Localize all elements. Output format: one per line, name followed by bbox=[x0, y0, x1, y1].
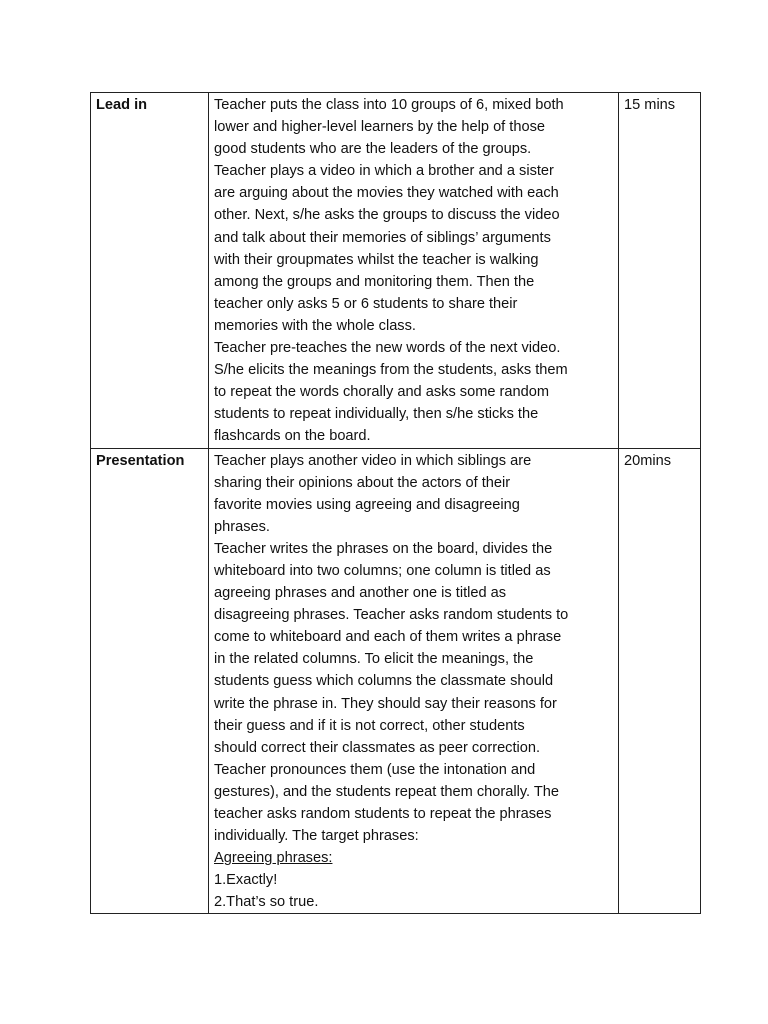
procedure-line: disagreeing phrases. Teacher asks random students to bbox=[214, 607, 569, 624]
procedure-line: agreeing phrases and another one is titled as bbox=[214, 585, 507, 602]
procedure-line: whiteboard into two columns; one column is titled as bbox=[214, 562, 551, 579]
procedure-line: individually. The target phrases: bbox=[214, 828, 419, 845]
procedure-line: memories with the whole class. bbox=[214, 317, 416, 334]
lesson-plan-table bbox=[90, 92, 701, 914]
procedure-line: other. Next, s/he asks the groups to discuss the video bbox=[214, 207, 560, 224]
procedure-line: Teacher plays another video in which siblings are bbox=[214, 452, 532, 469]
procedure-line: S/he elicits the meanings from the students, asks them bbox=[214, 362, 568, 379]
procedure-line: to repeat the words chorally and asks some random bbox=[214, 384, 550, 401]
procedure-line: teacher asks random students to repeat the phrases bbox=[214, 806, 552, 822]
procedure-line: favorite movies using agreeing and disagreeing bbox=[214, 496, 520, 513]
procedure-line: Teacher plays a video in which a brother and a sister bbox=[214, 163, 554, 180]
phrase-item: 1.Exactly! bbox=[214, 872, 278, 889]
procedure-line: sharing their opinions about the actors of their bbox=[214, 474, 511, 491]
procedure-line: Teacher pre-teaches the new words of the next video. bbox=[214, 340, 561, 357]
procedure-cell bbox=[209, 448, 619, 914]
procedure-line: gestures), and the students repeat them chorally. The bbox=[214, 783, 560, 800]
time-cell: 15 mins bbox=[619, 93, 701, 449]
procedure-line: with their groupmates whilst the teacher is walking bbox=[214, 251, 539, 268]
procedure-cell bbox=[209, 93, 619, 449]
procedure-line: flashcards on the board. bbox=[214, 428, 371, 445]
time-cell: 20mins bbox=[619, 448, 701, 914]
procedure-line: students to repeat individually, then s/he sticks the bbox=[214, 406, 539, 423]
procedure-line: come to whiteboard and each of them writes a phrase bbox=[214, 629, 562, 646]
procedure-line: phrases. bbox=[214, 518, 270, 535]
procedure-line: should correct their classmates as peer correction. bbox=[214, 739, 541, 756]
procedure-line: and talk about their memories of siblings’ arguments bbox=[214, 229, 551, 246]
procedure-line: in the related columns. To elicit the meanings, the bbox=[214, 651, 534, 668]
procedure-line: among the groups and monitoring them. Then the bbox=[214, 273, 535, 290]
procedure-line: Teacher pronounces them (use the intonation and bbox=[214, 761, 536, 778]
procedure-line: write the phrase in. They should say their reasons for bbox=[214, 695, 557, 712]
procedure-line: students guess which columns the classmate should bbox=[214, 673, 554, 690]
procedure-line: their guess and if it is not correct, other students bbox=[214, 717, 525, 734]
procedure-line: Teacher writes the phrases on the board, divides the bbox=[214, 540, 553, 557]
procedure-line: Teacher puts the class into 10 groups of 6, mixed both bbox=[214, 97, 564, 113]
procedure-line: lower and higher-level learners by the help of those bbox=[214, 119, 545, 136]
procedure-line: are arguing about the movies they watched with each bbox=[214, 185, 559, 202]
stage-cell: Presentation bbox=[91, 448, 209, 914]
table-row bbox=[91, 448, 701, 914]
procedure-line: good students who are the leaders of the groups. bbox=[214, 141, 532, 158]
stage-cell: Lead in bbox=[91, 93, 209, 449]
agreeing-phrases-heading: Agreeing phrases: bbox=[214, 850, 333, 867]
table-row bbox=[91, 93, 701, 449]
phrase-item: 2.That’s so true. bbox=[214, 894, 319, 911]
procedure-line: teacher only asks 5 or 6 students to share their bbox=[214, 295, 518, 312]
